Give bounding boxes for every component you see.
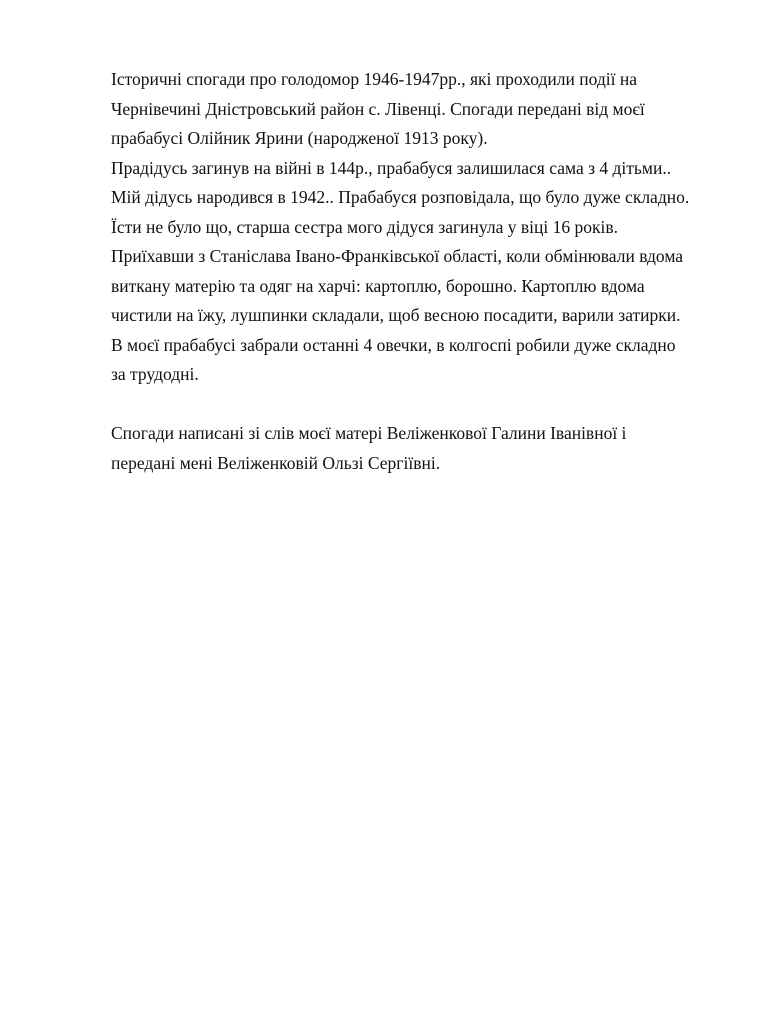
attribution-paragraph <box>111 419 731 478</box>
text-line: виткану матерію та одяг на харчі: картоплю, борошно. Картоплю вдома <box>111 275 645 296</box>
text-line: Приїхавши з Станіслава Івано-Франківської області, коли обмінювали вдома <box>111 246 684 266</box>
text-line: Історичні спогади про голодомор 1946-1947рр., які проходили події на <box>111 69 637 89</box>
memoir-paragraph <box>111 65 731 390</box>
text-line: прабабусі Олійник Ярини (народженої 1913 року). <box>111 128 488 148</box>
text-line: Спогади написані зі слів моєї матері Веліженкової Галини Іванівної і <box>111 423 627 443</box>
text-line: чистили на їжу, лушпинки складали, щоб весною посадити, варили затирки. <box>111 305 681 325</box>
text-line: передані мені Веліженковій Ользі Сергіївні. <box>111 452 441 473</box>
text-line: Чернівечині Дністровський район с. Лівенці. Спогади передані від моєї <box>111 98 645 119</box>
text-line: за трудодні. <box>111 364 199 384</box>
text-line: В моєї прабабусі забрали останні 4 овечки, в колгоспі робили дуже складно <box>111 334 676 355</box>
text-line: Їсти не було що, старша сестра мого дідуся загинула у віці 16 років. <box>111 216 618 237</box>
text-line: Мій дідусь народився в 1942.. Прабабуся розповідала, що було дуже складно. <box>111 187 690 207</box>
text-line: Прадідусь загинув на війні в 144р., прабабуся залишилася сама з 4 дітьми.. <box>111 157 672 178</box>
